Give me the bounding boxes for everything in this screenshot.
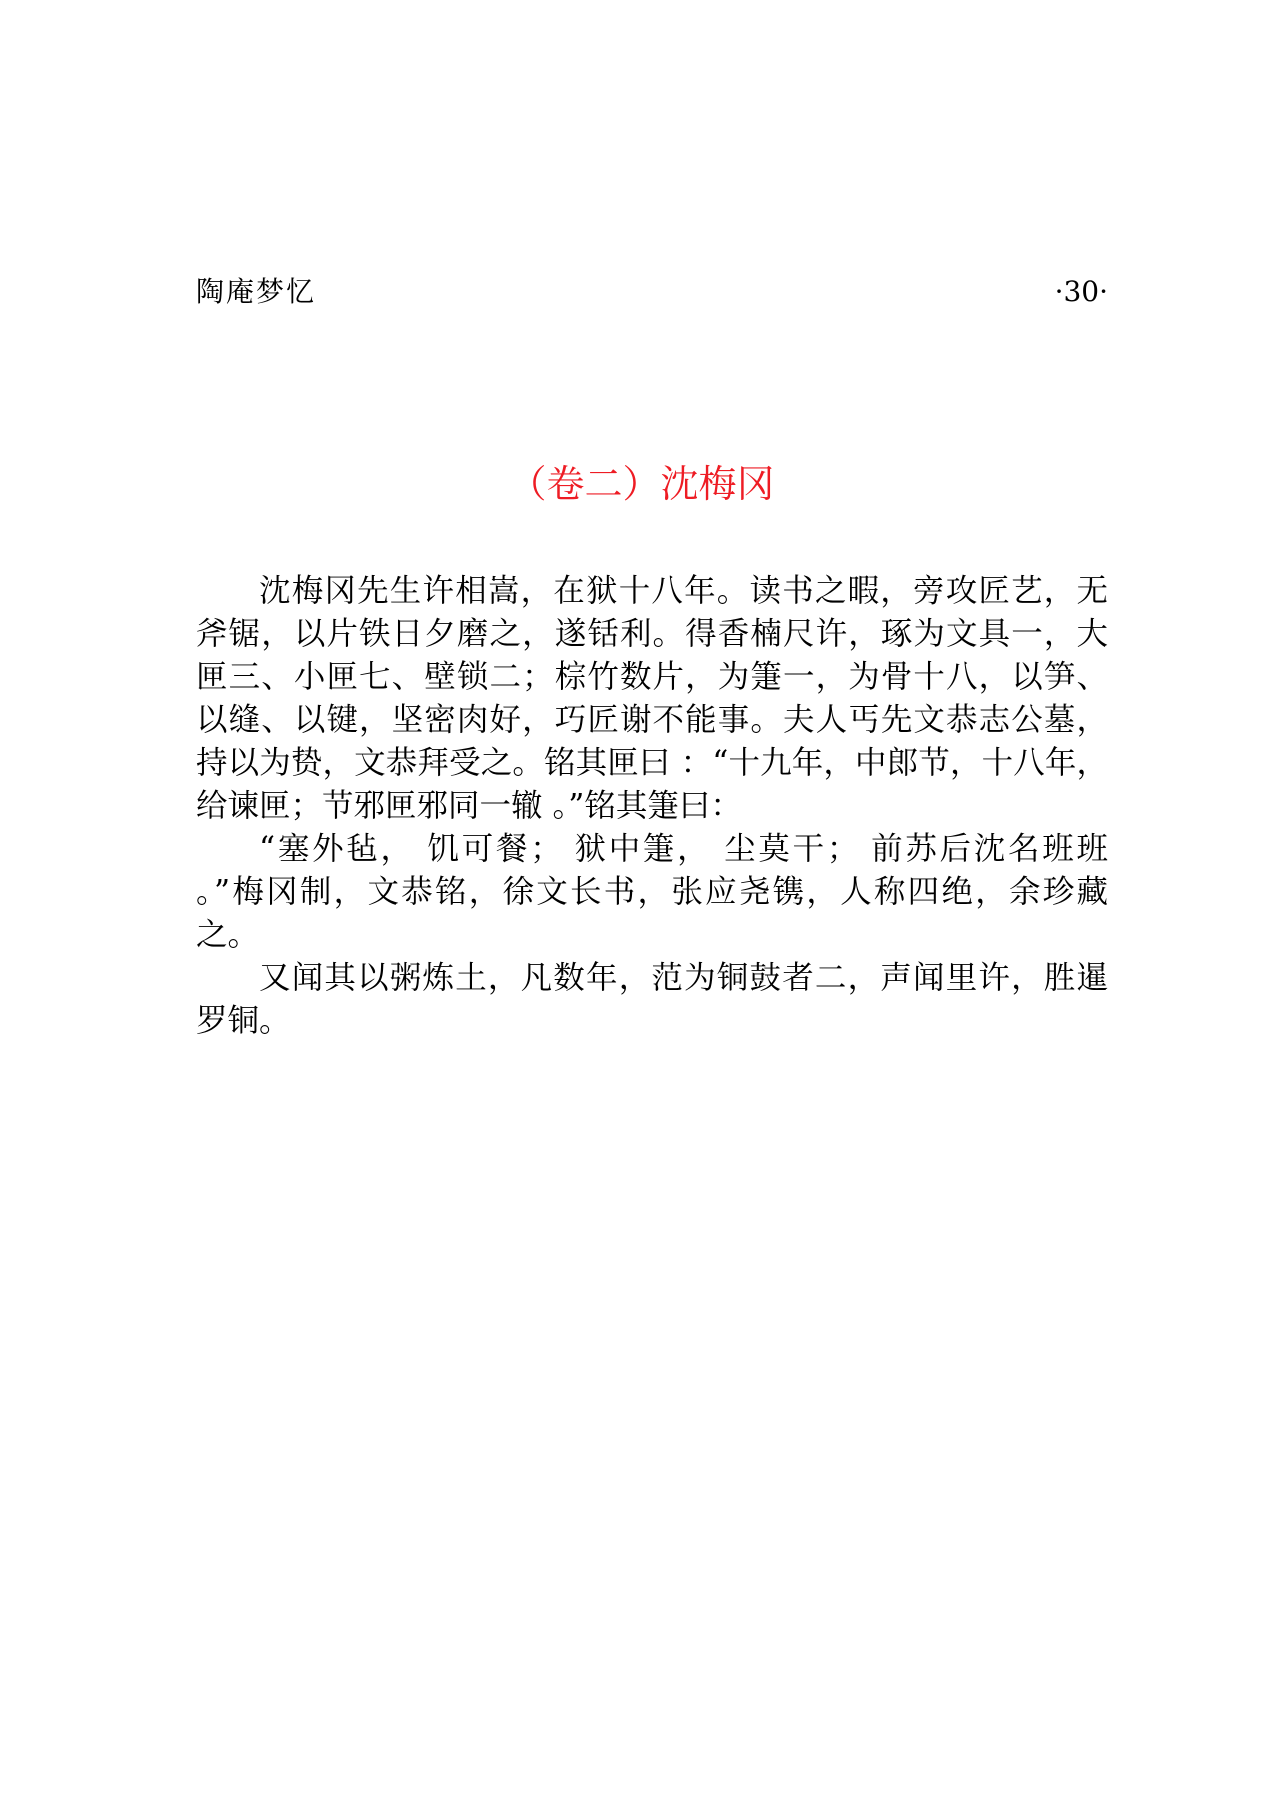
running-header [196,272,1108,312]
page-number: ·30· [1054,275,1108,308]
paragraph-3: 又闻其以粥炼土，凡数年，范为铜鼓者二，声闻里许，胜暹罗铜。 [196,960,1108,1039]
paragraph-2: “塞外毡， 饥可餐； 狱中箑， 尘莫干； 前苏后沈名班班 。”梅冈制，文恭铭，徐文长书，张应尧镌，人称四绝，余珍藏之。 [196,831,1108,953]
chapter-title: （卷二）沈梅冈 [508,462,775,506]
book-title: 陶庵梦忆 [196,275,317,308]
body-text [196,570,1108,1043]
paragraph-1: 沈梅冈先生许相嵩，在狱十八年。读书之暇，旁攻匠艺，无斧锯，以片铁日夕磨之，遂铦利。得香楠尺许，琢为文具一，大匣三、小匣七、壁锁二；棕竹数片，为箑一，为骨十八，以笋、以缝、以键，坚密肉好，巧匠谢不能事。夫人丐先文恭志公墓，持以为贽，文恭拜受之。铭其匣曰 ：“十九年，中郎节，十八年，给谏匣；节邪匣邪同一辙 。”铭其箑曰： [196,573,1108,824]
